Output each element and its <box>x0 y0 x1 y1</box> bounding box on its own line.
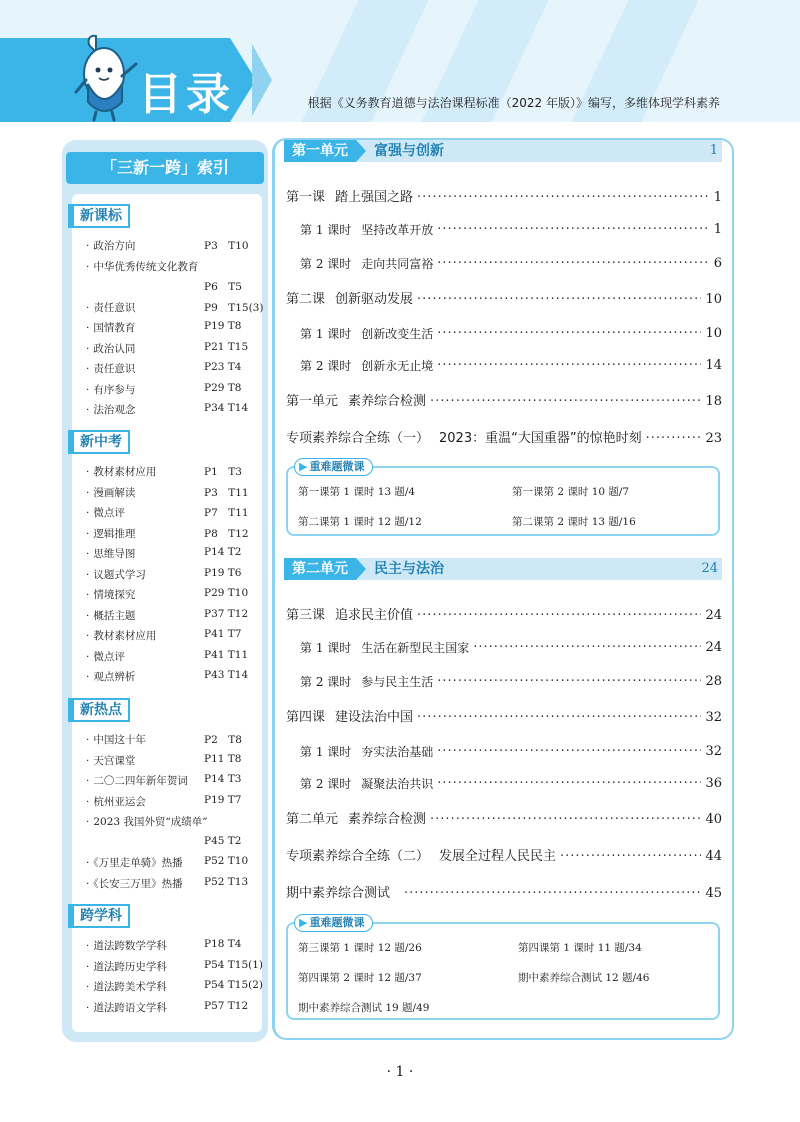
index-entry[interactable] <box>86 464 262 485</box>
toc-entry-number: 第 2 课时 <box>300 257 352 271</box>
title-banner-tip <box>252 44 272 116</box>
index-entry-page: P29 T8 <box>204 381 242 394</box>
toc-entry-label <box>286 429 642 449</box>
toc-entry[interactable] <box>286 708 722 728</box>
index-entry[interactable] <box>86 835 262 856</box>
header-subtitle: 根据《义务教育道德与法治课程标准（2022 年版）》编写，多维体现学科素养 <box>307 96 720 110</box>
toc-entry-page: 24 <box>705 640 722 655</box>
toc-entry-title: 追求民主价值 <box>335 608 414 623</box>
index-entry-name: · 责任意识 <box>86 361 135 376</box>
dot-leader <box>437 254 709 274</box>
toc-entry-page: 44 <box>705 849 722 864</box>
toc-entry[interactable] <box>286 429 722 449</box>
toc-subentry[interactable] <box>300 638 722 658</box>
toc-entry-title: 坚持改革开放 <box>361 223 434 237</box>
index-entry-page: P11 T8 <box>204 752 242 765</box>
index-entry-page: P43 T14 <box>204 669 249 681</box>
index-entry-page: P52 T10 <box>204 855 249 867</box>
index-entry[interactable] <box>86 814 262 835</box>
toc-entry[interactable] <box>286 847 722 867</box>
index-entry-page: P19 T8 <box>204 320 242 332</box>
index-entry-name: · 逻辑推理 <box>86 526 135 541</box>
toc-entry-label <box>286 606 413 626</box>
unit-tag: 第一单元 <box>284 140 356 162</box>
dot-leader <box>437 220 709 240</box>
category-tag: 跨学科 <box>68 904 130 928</box>
index-entry-page: P18 T4 <box>204 938 242 950</box>
sidebar-title: 「三新一跨」索引 <box>66 152 264 184</box>
toc-entry-title: 发展全过程人民民主 <box>439 849 557 864</box>
toc-entry-title: 踏上强国之路 <box>335 190 414 205</box>
toc-entry-number: 专项素养综合全练（一） <box>286 431 430 446</box>
index-entry-name: · 教材素材应用 <box>86 628 156 643</box>
toc-entry-page: 23 <box>705 431 722 446</box>
microclass-item[interactable]: 第一课第 1 课时 13 题/4 <box>298 486 416 498</box>
toc-entry-number: 第一课 <box>286 190 326 205</box>
toc-entry-label <box>286 884 400 904</box>
index-entry-name: · 责任意识 <box>86 300 135 315</box>
category-list <box>86 464 262 690</box>
unit-page: 24 <box>701 561 718 576</box>
unit-tag: 第二单元 <box>284 558 356 580</box>
toc-entry-title: 生活在新型民主国家 <box>361 641 470 655</box>
index-entry-page: P14 T2 <box>204 546 242 558</box>
toc-entry-page: 1 <box>713 222 722 237</box>
index-entry[interactable] <box>86 402 262 423</box>
play-icon: ▶ <box>299 916 308 929</box>
toc-entry-number: 第四课 <box>286 710 326 725</box>
toc-entry-number: 第 1 课时 <box>300 223 352 237</box>
index-entry-page: P9 T15(3) <box>204 301 264 314</box>
microclass-label: 重难题微课 <box>309 460 365 473</box>
toc-entry-number: 第 1 课时 <box>300 327 352 341</box>
toc-entry-page: 28 <box>705 674 722 689</box>
dot-leader <box>417 606 701 626</box>
index-entry[interactable] <box>86 732 262 753</box>
index-entry-page: P45 T2 <box>204 834 242 847</box>
toc-entry-page: 1 <box>713 190 722 205</box>
toc-subentry[interactable] <box>300 774 722 794</box>
index-entry[interactable] <box>86 753 262 774</box>
index-entry[interactable] <box>86 279 262 300</box>
index-entry[interactable] <box>86 587 262 608</box>
toc-entry[interactable] <box>286 606 722 626</box>
index-entry-page: P41 T11 <box>204 648 249 661</box>
unit-header <box>284 140 722 162</box>
index-entry[interactable] <box>86 773 262 794</box>
toc-entry-title: 走向共同富裕 <box>361 257 434 271</box>
toc-entry-page: 18 <box>705 394 722 409</box>
dot-leader <box>430 392 701 412</box>
index-entry-name: · 漫画解读 <box>86 485 135 500</box>
index-entry-name: · 观点辨析 <box>86 669 135 684</box>
dot-leader <box>646 429 702 449</box>
index-entry-name: · 思维导图 <box>86 546 135 561</box>
toc-entry[interactable] <box>286 188 722 208</box>
index-entry-page: P21 T15 <box>204 340 249 353</box>
toc-entry[interactable] <box>286 810 722 830</box>
index-entry-page: P14 T3 <box>204 773 242 785</box>
index-entry-page: P52 T13 <box>204 875 249 888</box>
toc-entry-number: 第一单元 <box>286 394 339 409</box>
category-list <box>86 938 262 1020</box>
index-entry-name: · 《万里走单骑》热播 <box>86 855 183 870</box>
toc-entry-label <box>286 810 426 830</box>
index-entry-page: P2 T8 <box>204 734 242 746</box>
index-entry[interactable] <box>86 608 262 629</box>
toc-entry-label <box>286 847 556 867</box>
category-list <box>86 238 262 423</box>
toc-subentry[interactable] <box>300 672 722 692</box>
index-entry-name: · 微点评 <box>86 505 125 520</box>
microclass-item[interactable]: 第二课第 1 课时 12 题/12 <box>298 516 422 528</box>
index-entry-name: · 政治方向 <box>86 238 135 253</box>
toc-entry-label <box>300 254 433 274</box>
toc-entry-title: 凝聚法治共识 <box>361 777 434 791</box>
category-list <box>86 732 262 896</box>
dot-leader <box>437 672 701 692</box>
index-entry-page: P6 T5 <box>204 281 242 293</box>
toc-entry[interactable] <box>286 290 722 310</box>
toc-subentry[interactable] <box>300 254 722 274</box>
index-entry-page: P41 T7 <box>204 628 242 640</box>
index-entry[interactable] <box>86 567 262 588</box>
index-entry-page: P57 T12 <box>204 999 249 1012</box>
index-entry[interactable] <box>86 382 262 403</box>
index-entry-page: P1 T3 <box>204 466 242 478</box>
toc-entry-title: 创新改变生活 <box>361 327 434 341</box>
index-entry-name: · 道法跨数学学科 <box>86 938 167 953</box>
dot-leader <box>417 290 701 310</box>
toc-entry-page: 45 <box>705 886 722 901</box>
toc-entry-title: 素养综合检测 <box>348 812 427 827</box>
microclass-item[interactable]: 第四课第 2 课时 12 题/37 <box>298 972 422 984</box>
index-entry-name: · 杭州亚运会 <box>86 794 146 809</box>
index-entry-page: P54 T15(1) <box>204 958 264 971</box>
toc-entry-title: 建设法治中国 <box>335 710 414 725</box>
index-entry[interactable] <box>86 320 262 341</box>
index-entry-name: · 法治观念 <box>86 402 135 417</box>
index-entry-name: · 政治认同 <box>86 341 135 356</box>
toc-entry-label <box>286 290 413 310</box>
mascot-icon <box>66 30 146 122</box>
index-entry-name: · 国情教育 <box>86 320 135 335</box>
toc-entry-title: 夯实法治基础 <box>361 745 434 759</box>
index-entry-page: P19 T7 <box>204 793 242 806</box>
index-entry-name: · 天宫课堂 <box>86 753 135 768</box>
microclass-item[interactable]: 期中素养综合测试 19 题/49 <box>298 1002 430 1014</box>
toc-entry-page: 10 <box>705 326 722 341</box>
toc-entry-page: 24 <box>705 608 722 623</box>
toc-entry-title: 2023：重温“大国重器”的惊艳时刻 <box>439 431 642 446</box>
toc-entry-page: 32 <box>705 710 722 725</box>
index-entry[interactable] <box>86 300 262 321</box>
toc-entry-page: 36 <box>705 776 722 791</box>
dot-leader <box>473 638 701 658</box>
toc-entry-label <box>300 672 433 692</box>
index-entry-name: · 教材素材应用 <box>86 464 156 479</box>
index-entry-page: P3 T11 <box>204 486 249 499</box>
toc-entry[interactable] <box>286 884 722 904</box>
index-entry[interactable] <box>86 238 262 259</box>
index-entry-name: · 道法跨美术学科 <box>86 979 167 994</box>
dot-leader <box>437 324 701 344</box>
index-entry[interactable] <box>86 649 262 670</box>
microclass-label: 重难题微课 <box>309 916 365 929</box>
microclass-item[interactable]: 第三课第 1 课时 12 题/26 <box>298 942 422 954</box>
index-entry-name: · 有序参与 <box>86 382 135 397</box>
play-icon: ▶ <box>299 460 308 473</box>
category-tag: 新热点 <box>68 698 130 722</box>
index-entry-page: P34 T14 <box>204 402 249 414</box>
index-entry[interactable] <box>86 361 262 382</box>
index-entry[interactable] <box>86 1000 262 1021</box>
dot-leader <box>404 884 701 904</box>
toc-entry-label <box>286 188 413 208</box>
page-number: · 1 · <box>386 1064 414 1080</box>
unit-header <box>284 558 722 580</box>
microclass-item[interactable]: 第一课第 2 课时 10 题/7 <box>512 486 630 498</box>
index-entry-name: · 议题式学习 <box>86 567 146 582</box>
index-entry-page: P19 T6 <box>204 566 242 579</box>
index-entry-name: · 二〇二四年新年贺词 <box>86 773 188 788</box>
dot-leader <box>417 188 710 208</box>
toc-entry-label <box>300 324 433 344</box>
header <box>0 0 800 122</box>
category-tag: 新课标 <box>68 204 130 228</box>
category-tag: 新中考 <box>68 430 130 454</box>
dot-leader <box>437 774 701 794</box>
toc-entry-number: 第 1 课时 <box>300 745 352 759</box>
index-entry-name: · 微点评 <box>86 649 125 664</box>
toc-entry[interactable] <box>286 392 722 412</box>
index-entry[interactable] <box>86 855 262 876</box>
toc-entry-label <box>300 220 433 240</box>
toc-entry-title: 创新驱动发展 <box>335 292 414 307</box>
toc-entry-title: 创新永无止境 <box>361 359 434 373</box>
dot-leader <box>417 708 701 728</box>
toc-entry-title: 素养综合检测 <box>348 394 427 409</box>
toc-entry-number: 专项素养综合全练（二） <box>286 849 430 864</box>
toc-entry-number: 第 1 课时 <box>300 641 352 655</box>
toc-entry-number: 第三课 <box>286 608 326 623</box>
index-entry[interactable] <box>86 628 262 649</box>
microclass-tag <box>294 458 373 476</box>
index-entry[interactable] <box>86 526 262 547</box>
toc-entry-label <box>300 774 433 794</box>
toc-subentry[interactable] <box>300 356 722 376</box>
toc-entry-page: 10 <box>705 292 722 307</box>
toc-entry-number: 第 2 课时 <box>300 675 352 689</box>
toc-entry-page: 32 <box>705 744 722 759</box>
index-entry-name: · 情境探究 <box>86 587 135 602</box>
toc-entry-label <box>300 742 433 762</box>
index-entry[interactable] <box>86 938 262 959</box>
index-entry-page: P37 T12 <box>204 607 249 620</box>
page-title: 目录 <box>138 69 234 120</box>
index-entry[interactable] <box>86 259 262 280</box>
toc-subentry[interactable] <box>300 742 722 762</box>
index-entry-page: P29 T10 <box>204 587 249 599</box>
index-entry-name: · 中华优秀传统文化教育 <box>86 259 198 274</box>
sidebar-header <box>62 152 268 184</box>
microclass-item[interactable]: 第四课第 1 课时 11 题/34 <box>518 942 642 954</box>
index-entry[interactable] <box>86 669 262 690</box>
index-entry-name: · 概括主题 <box>86 608 135 623</box>
toc-entry-page: 40 <box>705 812 722 827</box>
index-entry-page: P54 T15(2) <box>204 979 264 991</box>
index-entry[interactable] <box>86 546 262 567</box>
index-entry[interactable] <box>86 485 262 506</box>
index-entry-page: P7 T11 <box>204 507 249 519</box>
index-entry[interactable] <box>86 959 262 980</box>
index-entry[interactable] <box>86 979 262 1000</box>
toc-entry-number: 第 2 课时 <box>300 777 352 791</box>
microclass-tag <box>294 914 373 932</box>
unit-name: 富强与创新 <box>374 143 444 159</box>
index-entry-name: · 中国这十年 <box>86 732 146 747</box>
index-entry-name: · 道法跨语文学科 <box>86 1000 167 1015</box>
toc-entry-label <box>300 638 469 658</box>
unit-page: 1 <box>709 143 718 158</box>
microclass-item[interactable]: 第二课第 2 课时 13 题/16 <box>512 516 636 528</box>
dot-leader <box>560 847 701 867</box>
toc-entry-page: 6 <box>713 256 722 271</box>
index-entry[interactable] <box>86 876 262 897</box>
toc-entry-page: 14 <box>705 358 722 373</box>
toc-entry-label <box>300 356 433 376</box>
dot-leader <box>437 356 701 376</box>
unit-name: 民主与法治 <box>374 561 444 577</box>
dot-leader <box>437 742 701 762</box>
microclass-item[interactable]: 期中素养综合测试 12 题/46 <box>518 972 650 984</box>
toc-subentry[interactable] <box>300 220 722 240</box>
index-entry[interactable] <box>86 505 262 526</box>
toc-entry-number: 第 2 课时 <box>300 359 352 373</box>
toc-entry-number: 期中素养综合测试 <box>286 886 391 901</box>
index-entry[interactable] <box>86 794 262 815</box>
toc-subentry[interactable] <box>300 324 722 344</box>
index-entry-name: · 《长安三万里》热播 <box>86 876 183 891</box>
toc-entry-number: 第二课 <box>286 292 326 307</box>
toc-entry-number: 第二单元 <box>286 812 339 827</box>
index-entry-page: P3 T10 <box>204 240 249 252</box>
index-entry-name: · 2023 我国外贸“成绩单” <box>86 814 208 829</box>
toc-entry-label <box>286 708 413 728</box>
toc-entry-label <box>286 392 426 412</box>
dot-leader <box>430 810 701 830</box>
index-entry-name: · 道法跨历史学科 <box>86 959 167 974</box>
index-entry-page: P23 T4 <box>204 361 242 373</box>
index-entry[interactable] <box>86 341 262 362</box>
toc-entry-title: 参与民主生活 <box>361 675 434 689</box>
index-entry-page: P8 T12 <box>204 527 249 540</box>
